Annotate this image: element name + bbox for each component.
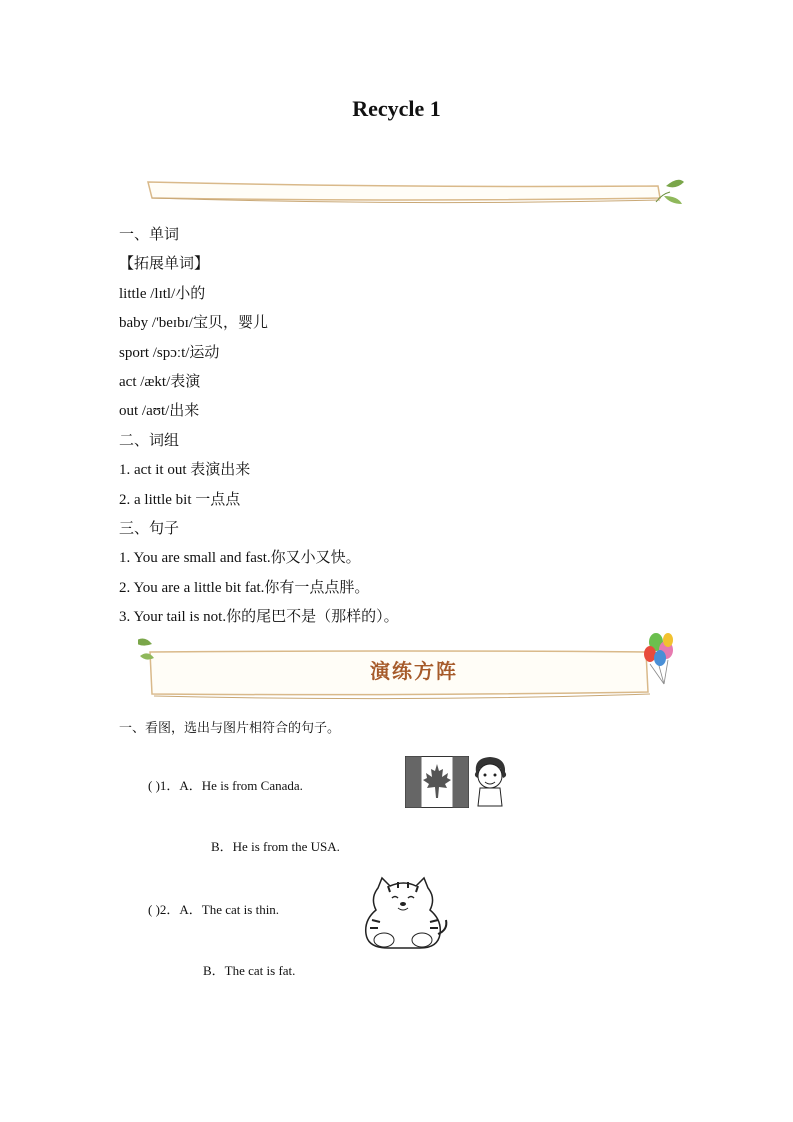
word-item: out /aʊt/出来 — [119, 403, 200, 419]
phrase-item: 2. a little bit 一点点 — [119, 492, 241, 508]
words-heading: 一、单词 — [119, 227, 180, 243]
phrase-item: 1. act it out 表演出来 — [119, 462, 251, 478]
question-1-option-b: B．He is from the USA. — [211, 839, 340, 854]
question-2-option-b: B．The cat is fat. — [203, 963, 296, 978]
practice-instruction: 一、看图，选出与图片相符合的句子。 — [119, 720, 341, 735]
phrases-heading: 二、词组 — [119, 433, 180, 449]
word-item: sport /spɔːt/运动 — [119, 345, 220, 361]
question-1: ( )1．A．He is from Canada. — [148, 778, 303, 793]
leaf-icon — [138, 638, 154, 659]
leaf-icon — [656, 180, 684, 204]
fat-cat-image — [358, 876, 450, 957]
balloons-icon — [644, 633, 673, 684]
knowledge-banner — [138, 176, 686, 208]
word-item: act /ækt/表演 — [119, 374, 201, 390]
page-title: Recycle 1 — [352, 96, 441, 121]
word-item: little /lɪtl/小的 — [119, 286, 206, 302]
sentence-item: 2. You are a little bit fat.你有一点点胖。 — [119, 580, 370, 596]
word-item: baby /'beɪbɪ/宝贝，婴儿 — [119, 315, 268, 331]
sentence-item: 3. Your tail is not.你的尾巴不是（那样的）。 — [119, 609, 399, 625]
boy-image — [470, 754, 510, 813]
question-2: ( )2．A．The cat is thin. — [148, 902, 280, 917]
practice-banner-title: 演练方阵 — [370, 659, 458, 683]
extended-words-heading: 【拓展单词】 — [119, 256, 210, 272]
sentences-heading: 三、句子 — [119, 521, 180, 537]
canada-flag-image — [405, 756, 469, 813]
sentence-item: 1. You are small and fast.你又小又快。 — [119, 550, 361, 566]
